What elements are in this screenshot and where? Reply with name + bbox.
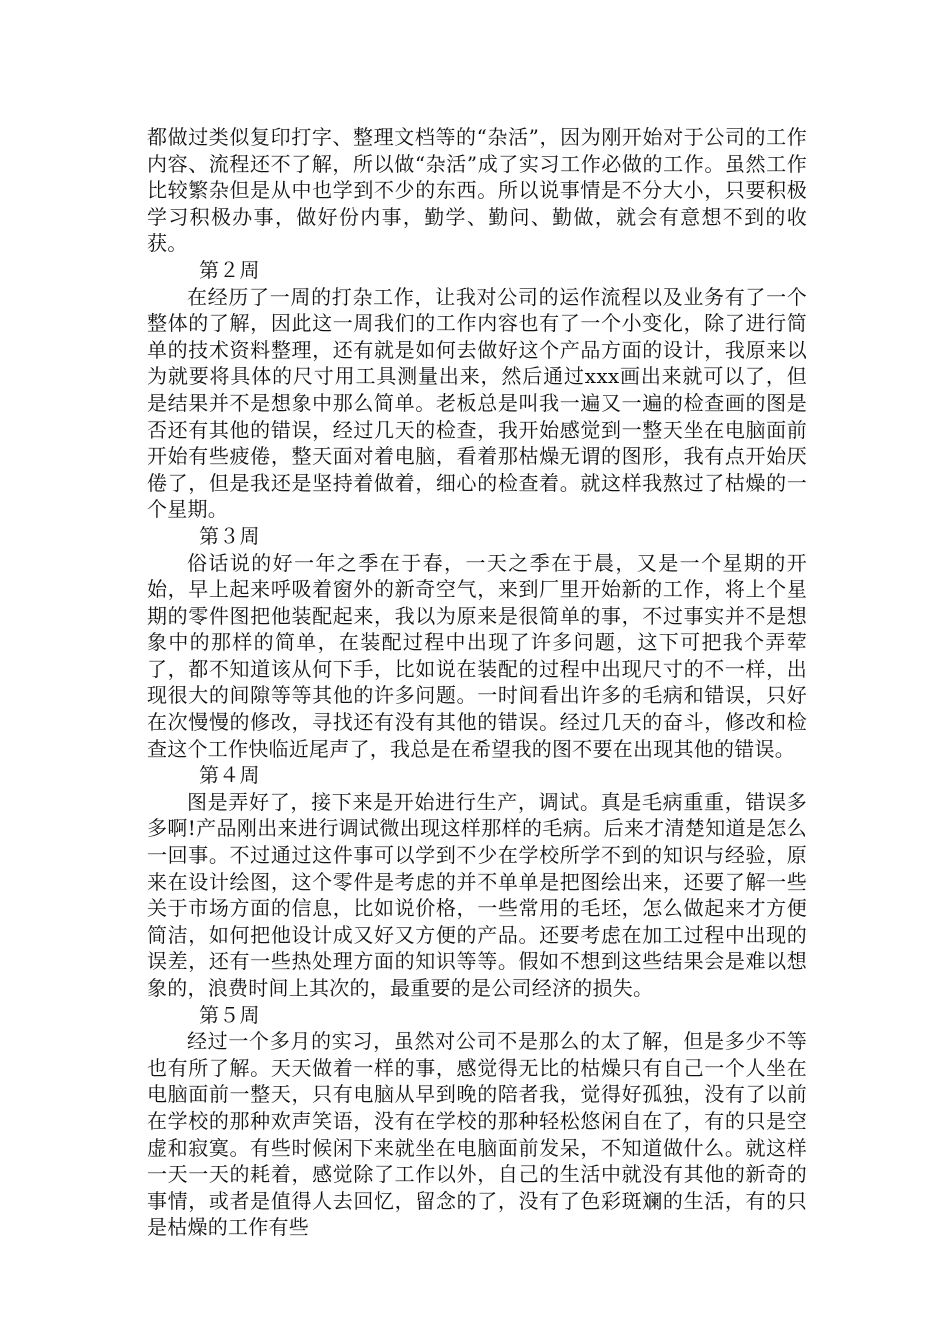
section-heading-week-5: 第５周 <box>199 1002 260 1027</box>
paragraph-week-3: 俗话说的好一年之季在于春，一天之季在于晨，又是一个星期的开始，早上起来呼吸着窗外的新奇空气，来到厂里开始新的工作，将上个星期的零件图把他装配起来，我以为原来是很简单的事，不过事实并不是想象中的那样的简单，在装配过程中出现了许多问题，这下可把我个弄荤了，都不知道该从何下手，比如说在装配的过程中出现尺寸的不一样，出现很大的间隙等等其他的许多问题。一时间看出许多的毛病和错误，只好在次慢慢的修改，寻找还有没有其他的错误。经过几天的奋斗，修改和检查这个工作快临近尾声了，我总是在希望我的图不要在出现其他的错误。 <box>147 550 807 761</box>
section-heading-week-2: 第２周 <box>199 257 260 282</box>
section-heading-week-4: 第４周 <box>199 763 260 788</box>
paragraph-week-4: 图是弄好了，接下来是开始进行生产，调试。真是毛病重重，错误多多啊!产品刚出来进行调试微出现这样那样的毛病。后来才清楚知道是怎么一回事。不过通过这件事可以学到不少在学校所学不到的知识与经验，原来在设计绘图，这个零件是考虑的并不单单是把图绘出来，还要了解一些关于市场方面的信息，比如说价格，一些常用的毛坯，怎么做起来才方便简洁，如何把他设计成又好又方便的产品。还要考虑在加工过程中出现的误差，还有一些热处理方面的知识等等。假如不想到这些结果会是难以想象的，浪费时间上其次的，最重要的是公司经济的损失。 <box>147 789 807 1000</box>
section-heading-week-3: 第３周 <box>199 523 260 548</box>
paragraph-week-5: 经过一个多月的实习，虽然对公司不是那么的太了解，但是多少不等也有所了解。天天做着一样的事，感觉得无比的枯燥只有自己一个人坐在电脑面前一整天，只有电脑从早到晚的陪者我，觉得好孤独，没有了以前在学校的那种欢声笑语，没有在学校的那种轻松悠闲自在了，有的只是空虚和寂寞。有些时候闲下来就坐在电脑面前发呆，不知道做什么。就这样一天一天的耗着，感觉除了工作以外，自己的生活中就没有其他的新奇的事情，或者是值得人去回忆，留念的了，没有了色彩斑斓的生活，有的只是枯燥的工作有些 <box>147 1029 807 1240</box>
document-body <box>147 124 807 1241</box>
paragraph-intro-continued: 都做过类似复印打字、整理文档等的“杂活”，因为刚开始对于公司的工作内容、流程还不了解，所以做“杂活”成了实习工作必做的工作。虽然工作比较繁杂但是从中也学到不少的东西。所以说事情是不分大小，只要积极学习积极办事，做好份内事，勤学、勤问、勤做，就会有意想不到的收获。 <box>147 125 807 256</box>
paragraph-week-2: 在经历了一周的打杂工作，让我对公司的运作流程以及业务有了一个整体的了解，因此这一周我们的工作内容也有了一个小变化，除了进行简单的技术资料整理，还有就是如何去做好这个产品方面的设计，我原来以为就要将具体的尺寸用工具测量出来，然后通过xxx画出来就可以了，但是结果并不是想象中那么简单。老板总是叫我一遍又一遍的检查画的图是否还有其他的错误，经过几天的检查，我开始感觉到一整天坐在电脑面前开始有些疲倦，整天面对着电脑，看着那枯燥无谓的图形，我有点开始厌倦了，但是我还是坚持着做着，细心的检查着。就这样我熬过了枯燥的一个星期。 <box>147 284 807 522</box>
